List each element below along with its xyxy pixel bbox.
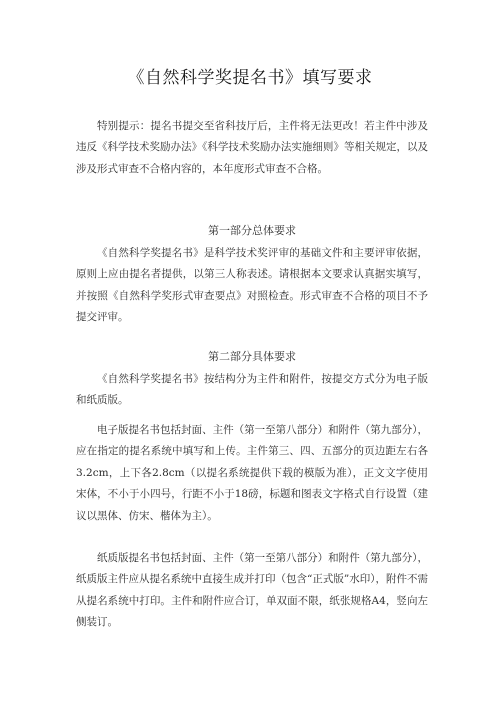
document-title: 《自然科学奖提名书》填写要求 <box>127 68 373 88</box>
section-2-heading: 第二部分具体要求 <box>208 350 296 363</box>
section-1-paragraph: 《自然科学奖提名书》是科学技术奖评审的基础文件和主要评审依据，原则上应由提名者提供，以第三人称表述。请根据本文要求认真据实填写，并按照《自然科学奖形式审查要点》对照检查。形式审查不合格的项目不予提交评审。 <box>76 247 428 324</box>
section-2-paragraph-1: 《自然科学奖提名书》按结构分为主件和附件，按提交方式分为电子版和纸质版。 <box>76 373 428 407</box>
section-1-heading: 第一部分总体要求 <box>208 224 296 237</box>
section-2-paragraph-2: 电子版提名书包括封面、主件（第一至第八部分）和附件（第九部分），应在指定的提名系统中填写和上传。主件第三、四、五部分的页边距左右各3.2cm，上下各2.8cm（以提名系统提供下载的模版为准），正文文字使用宋体，不小于小四号，行距不小于18磅，标题和图表文字格式自行设置（建议以黑体、仿宋、楷体为主）。 <box>76 424 428 522</box>
section-2-paragraph-3: 纸质版提名书包括封面、主件（第一至第八部分）和附件（第九部分），纸质版主件应从提名系统中直接生成并打印（包含“正式版”水印），附件不需从提名系统中打印。主件和附件应合订，单双面不限，纸张规格A4，竖向左侧装订。 <box>76 552 428 629</box>
special-notice-paragraph: 特别提示：提名书提交至省科技厅后，主件将无法更改！若主件中涉及违反《科学技术奖励办法》《科学技术奖励办法实施细则》等相关规定，以及涉及形式审查不合格内容的，本年度形式审查不合格。 <box>76 120 428 175</box>
